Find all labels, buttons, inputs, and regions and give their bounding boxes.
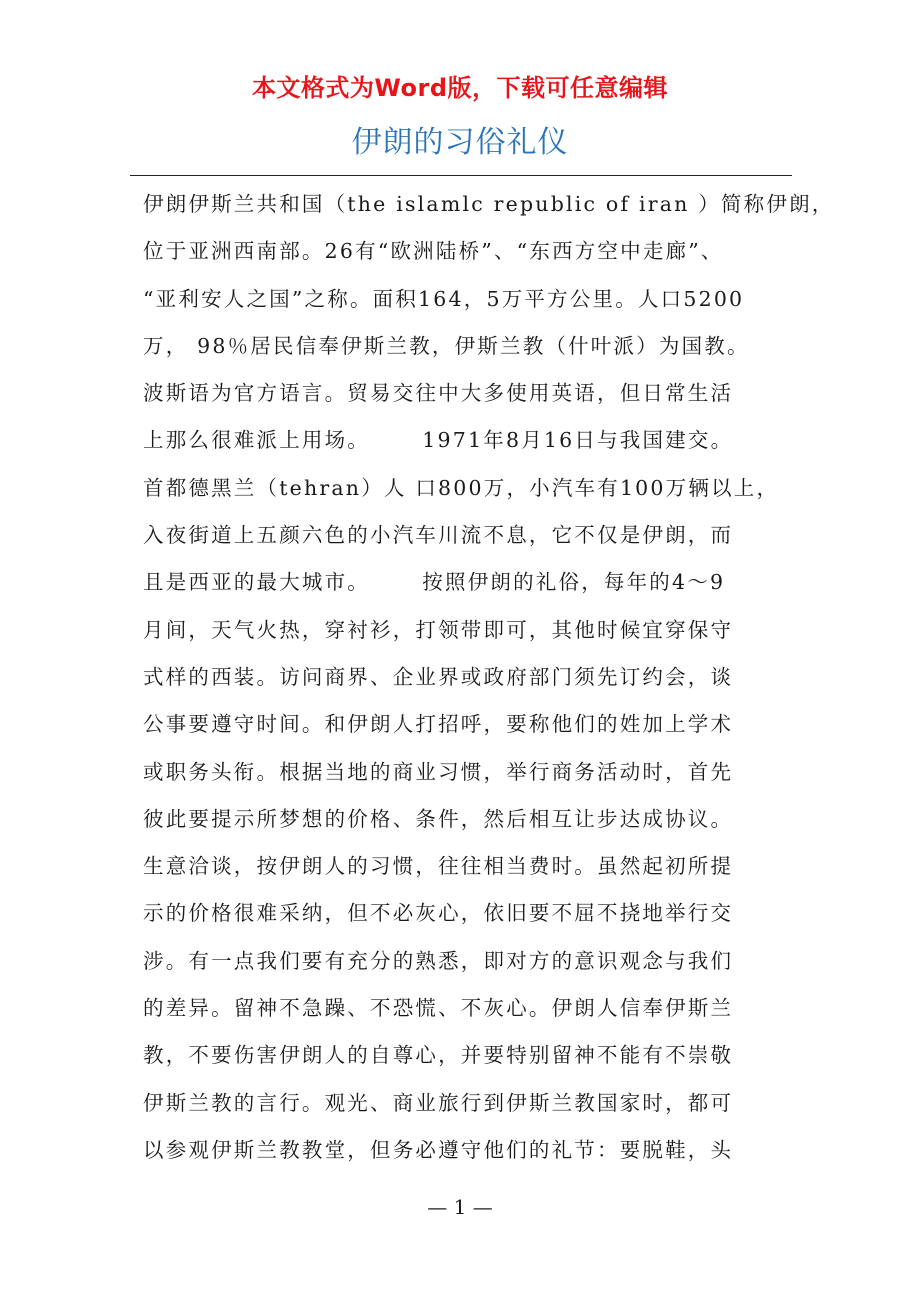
body-line: 入夜街道上五颜六色的小汽车川流不息，它不仅是伊朗，而 bbox=[143, 523, 734, 548]
body-line: 伊朗伊斯兰共和国（the islamlc republic of iran ）简称伊朗， bbox=[143, 192, 835, 216]
body-line: 首都德黑兰（tehran）人 口800万，小汽车有100万辆以上， bbox=[143, 475, 780, 500]
body-line: “亚利安人之国”之称。面积164，5万平方公里。人口5200 bbox=[143, 286, 745, 311]
body-line: 以参观伊斯兰教教堂，但务必遵守他们的礼节：要脱鞋，头 bbox=[143, 1137, 734, 1162]
body-line: 或职务头衔。根据当地的商业习惯，举行商务活动时，首先 bbox=[143, 759, 734, 784]
body-line: 涉。有一点我们要有充分的熟悉，即对方的意识观念与我们 bbox=[143, 948, 734, 973]
body-line: 位于亚洲西南部。26有“欧洲陆桥”、“东西方空中走廊”、 bbox=[143, 239, 724, 264]
body-line: 教，不要伤害伊朗人的自尊心，并要特别留神不能有不崇敬 bbox=[143, 1043, 734, 1068]
body-line: 且是西亚的最大城市。 按照伊朗的礼俗，每年的4～9 bbox=[143, 570, 726, 595]
body-line: 万， 98％居民信奉伊斯兰教，伊斯兰教（什叶派）为国教。 bbox=[143, 333, 750, 358]
body-line: 公事要遵守时间。和伊朗人打招呼，要称他们的姓加上学术 bbox=[143, 712, 734, 737]
body-line: 月间，天气火热，穿衬衫，打领带即可，其他时候宜穿保守 bbox=[143, 617, 734, 642]
body-line: 生意洽谈，按伊朗人的习惯，往往相当费时。虽然起初所提 bbox=[143, 854, 734, 879]
body-line: 的差异。留神不急躁、不恐慌、不灰心。伊朗人信奉伊斯兰 bbox=[143, 996, 734, 1021]
body-line: 式样的西装。访问商界、企业界或政府部门须先订约会，谈 bbox=[143, 664, 734, 689]
download-banner: 本文格式为Word版，下载可任意编辑 bbox=[251, 74, 669, 102]
body-line: 波斯语为官方语言。贸易交往中大多使用英语，但日常生活 bbox=[143, 381, 734, 406]
document-body bbox=[143, 181, 835, 1174]
page-number: — 1 — bbox=[427, 1195, 493, 1219]
body-line: 示的价格很难采纳，但不必灰心，依旧要不屈不挠地举行交 bbox=[143, 901, 734, 926]
title-divider bbox=[130, 175, 792, 176]
document-title: 伊朗的习俗礼仪 bbox=[351, 125, 569, 160]
body-line: 伊斯兰教的言行。观光、商业旅行到伊斯兰教国家时，都可 bbox=[143, 1090, 734, 1115]
body-line: 上那么很难派上用场。 1971年8月16日与我国建交。 bbox=[143, 428, 734, 453]
body-line: 彼此要提示所梦想的价格、条件，然后相互让步达成协议。 bbox=[143, 806, 734, 831]
